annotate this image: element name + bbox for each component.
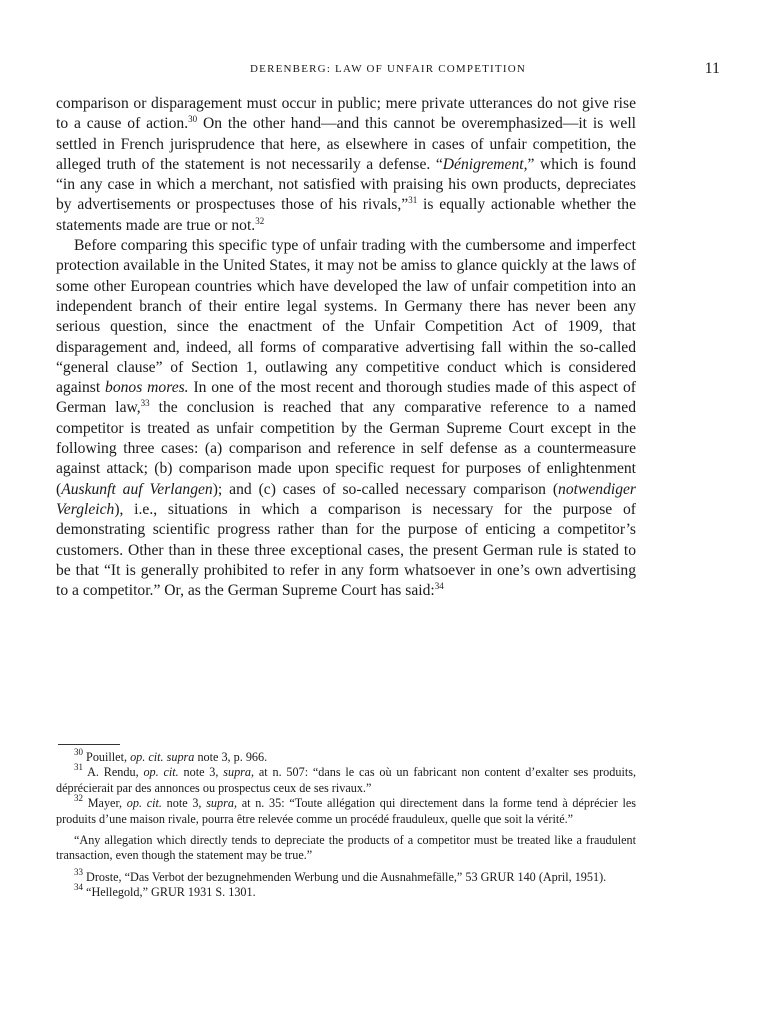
- paragraph-2: Before comparing this specific type of unfair trading with the cumbersome and imperfect protection available in the United States, it may not be amiss to glance quickly at the laws of some other European countries which have developed the law of unfair competition into an independent branch of their entire legal systems. In Germany there has never been any serious question, since the enactment of the Unfair Competition Act of 1909, that disparagement and, indeed, all forms of comparative advertising fall within the so-called “general clause” of Section 1, outlawing any competitive conduct which is considered against bonos mores. In one of the most recent and thorough studies made of this aspect of German law,$^{33}$ the conclusion is reached that any comparative reference to a named competitor is treated as unfair competition by the German Supreme Court except in the following three cases: (a) comparison and reference in self defense as a countermeasure against attack; (b) comparison made upon specific request for purposes of enlightenment (Auskunft auf Verlangen); and (c) cases of so-called necessary comparison (notwendiger Vergleich), i.e., situations in which a comparison is necessary for the purpose of demonstrating scientific progress rather than for the purpose of enticing a competitor’s customers. Other than in these three exceptional cases, the present German rule is stated to be that “It is generally prohibited to refer in any form whatsoever in one’s own advertising to a competitor.” Or, as the German Supreme Court has said:$^{34}$: [56, 237, 636, 600]
- footnote-ref-30[interactable]: 30: [188, 114, 198, 125]
- footnote-30: $^{30}$ Pouillet, op. cit. supra note 3, p. 966.: [74, 747, 268, 764]
- footnote-32: $^{32}$ Mayer, op. cit. note 3, supra, at n. 35: “Toute allégation qui directement dans la forme tend à déprécier les produits d’une maison rivale, pourra être relevée comme un procédé frauduleux, quelle que soit la vérité.”: [56, 793, 636, 826]
- footnote-32-translation: “Any allegation which directly tends to depreciate the products of a competitor must be treated like a fraudulent transaction, even though the statement may be true.”: [56, 833, 636, 863]
- footnote-ref-32[interactable]: 32: [255, 215, 265, 226]
- footnote-ref-33[interactable]: 33: [140, 398, 150, 409]
- running-title: DERENBERG: LAW OF UNFAIR COMPETITION: [250, 63, 526, 75]
- paragraph-1: comparison or disparagement must occur in public; mere private utterances do not give rise to a cause of action.$^{30}$ On the other hand—and this cannot be overemphasized—it is well settled in French jurisprudence that here, as elsewhere in cases of unfair competition, the alleged truth of the statement is not necessarily a defense. “Dénigrement,” which is found “in any case in which a merchant, not satisfied with praising his own products, depreciates by advertisements or prospectuses those of his rivals,”$^{31}$ is equally actionable whether the statements made are true or not.$^{32}$: [56, 95, 637, 234]
- footnote-34: $^{34}$ “Hellegold,” GRUR 1931 S. 1301.: [74, 882, 256, 900]
- footnote-ref-34[interactable]: 34: [434, 581, 444, 592]
- footnote-ref-31[interactable]: 31: [408, 195, 418, 206]
- footnote-33: $^{33}$ Droste, “Das Verbot der bezugnehmenden Werbung und die Ausnahmefälle,” 53 GRUR 140 (April, 1951).: [74, 866, 607, 884]
- running-head: [56, 60, 720, 80]
- footnote-31: $^{31}$ A. Rendu, op. cit. note 3, supra, at n. 507: “dans le cas où un fabricant non content d’exalter ses produits, déprécierait par des annonces ou prospectus ceux de ses rivaux.”: [56, 762, 637, 795]
- footnotes: [56, 747, 637, 901]
- footnote-divider: [58, 744, 120, 745]
- page-number: 11: [704, 60, 720, 77]
- body-text: [56, 94, 636, 601]
